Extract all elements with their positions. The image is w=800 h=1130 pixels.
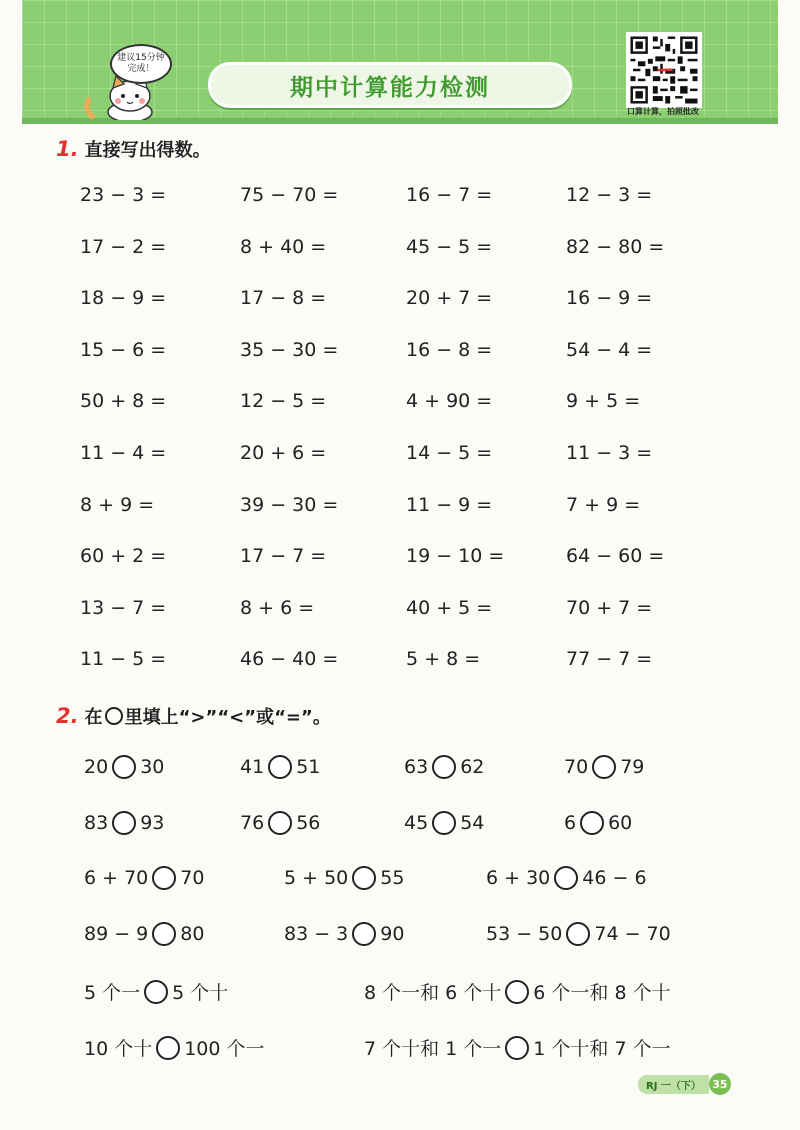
comparison-item [364,978,671,1005]
arithmetic-problem: 4 + 90 = [406,390,493,413]
arithmetic-problem: 12 − 3 = [566,184,653,206]
answer-circle[interactable] [505,980,529,1004]
comparison-right: 1 个十和 7 个一 [533,1038,671,1060]
comparison-right: 5 个十 [172,982,229,1004]
arithmetic-problem: 8 + 9 = [80,493,155,516]
comparison-item [84,811,164,835]
comparison-left: 6 + 70 [84,867,149,889]
comparison-item [564,755,644,779]
comparison-item [240,811,320,835]
comparison-left: 6 + 30 [486,867,551,889]
page-title: 期中计算能力检测 [290,74,490,101]
comparison-left: 63 [404,756,429,778]
arithmetic-problem: 35 − 30 = [240,338,339,361]
arithmetic-problem: 11 − 3 = [566,442,653,464]
comparison-right: 79 [620,756,645,778]
comparison-item [84,755,164,779]
comparison-item [84,978,228,1005]
comparison-left: 6 [564,812,577,834]
answer-circle[interactable] [580,811,604,835]
section-1-instruction: 直接写出得数。 [84,140,211,161]
arithmetic-problem: 18 − 9 = [80,287,167,310]
section-2-instruction-pre: 在 [84,707,103,728]
arithmetic-problem: 20 + 6 = [240,442,327,464]
comparison-item [84,866,204,890]
answer-circle[interactable] [432,811,456,835]
comparison-item [404,811,484,835]
arithmetic-problem: 16 − 7 = [406,184,493,206]
comparison-item [564,811,632,835]
arithmetic-problem: 8 + 6 = [240,596,315,619]
comparison-right: 93 [140,812,165,834]
comparison-right: 46 − 6 [582,867,647,889]
arithmetic-problem: 75 − 70 = [240,184,339,206]
comparison-left: 7 个十和 1 个一 [364,1038,502,1060]
answer-circle[interactable] [268,811,292,835]
answer-circle[interactable] [268,755,292,779]
arithmetic-problem: 11 − 9 = [406,493,493,516]
section-2-number: 2. [56,704,79,728]
arithmetic-problem: 19 − 10 = [406,545,505,568]
arithmetic-problem: 45 − 5 = [406,235,493,258]
answer-circle[interactable] [112,755,136,779]
arithmetic-problem: 5 + 8 = [406,648,481,671]
answer-circle[interactable] [505,1036,529,1060]
answer-circle[interactable] [144,980,168,1004]
arithmetic-problem: 39 − 30 = [240,493,339,516]
arithmetic-problem: 17 − 8 = [240,287,327,310]
comparison-item [404,755,484,779]
section-1-title [56,136,211,162]
comparison-left: 5 个一 [84,982,141,1004]
arithmetic-problem: 54 − 4 = [566,338,653,361]
arithmetic-problem: 16 − 9 = [566,287,653,310]
arithmetic-problem: 70 + 7 = [566,596,653,619]
arithmetic-problem: 40 + 5 = [406,596,493,619]
comparison-left: 70 [564,756,589,778]
arithmetic-problem: 11 − 4 = [80,442,167,464]
comparison-right: 100 个一 [184,1038,265,1060]
speech-bubble [110,44,172,84]
comparison-item [284,866,404,890]
title-banner [208,62,572,108]
comparison-right: 51 [296,756,321,778]
answer-circle[interactable] [592,755,616,779]
arithmetic-problem: 9 + 5 = [566,390,641,413]
arithmetic-problem: 8 + 40 = [240,235,327,258]
comparison-left: 89 − 9 [84,923,149,945]
arithmetic-problem: 17 − 7 = [240,545,327,568]
comparison-item [486,922,671,946]
comparison-right: 55 [380,867,405,889]
answer-circle[interactable] [352,922,376,946]
answer-circle[interactable] [156,1036,180,1060]
answer-circle[interactable] [566,922,590,946]
arithmetic-problem: 64 − 60 = [566,545,665,568]
bubble-line-2: 完成！ [127,64,155,74]
comparison-right: 70 [180,867,205,889]
comparison-item [284,922,404,946]
section-2-title [56,703,331,729]
arithmetic-problem: 17 − 2 = [80,235,167,258]
bubble-line-1: 建议15分钟 [117,53,165,63]
comparison-right: 80 [180,923,205,945]
comparison-item [486,866,647,890]
comparison-right: 6 个一和 8 个十 [533,982,671,1004]
comparison-item [84,1034,265,1061]
comparison-item [240,755,320,779]
comparison-left: 83 [84,812,109,834]
arithmetic-problem: 16 − 8 = [406,338,493,361]
arithmetic-problem: 13 − 7 = [80,596,167,619]
qr-code-icon[interactable] [626,32,702,108]
comparison-right: 74 − 70 [594,923,671,945]
answer-circle[interactable] [112,811,136,835]
qr-caption: 口算计算，拍照批改 [627,107,699,116]
arithmetic-problem: 60 + 2 = [80,545,167,568]
comparison-right: 60 [608,812,633,834]
section-1-number: 1. [56,137,79,161]
section-2-instruction-post: 里填上“>”“<”或“=”。 [124,707,331,728]
comparison-right: 90 [380,923,405,945]
comparison-item [84,922,204,946]
answer-circle[interactable] [554,866,578,890]
comparison-right: 54 [460,812,485,834]
arithmetic-problem: 11 − 5 = [80,648,167,671]
arithmetic-problem: 15 − 6 = [80,338,167,361]
comparison-right: 30 [140,756,165,778]
arithmetic-problem: 82 − 80 = [566,235,665,258]
answer-circle[interactable] [352,866,376,890]
comparison-left: 20 [84,756,109,778]
arithmetic-problem: 7 + 9 = [566,493,641,516]
answer-circle[interactable] [152,922,176,946]
footer-label: RJ 一（下） [638,1075,709,1094]
comparison-left: 76 [240,812,265,834]
arithmetic-problem: 20 + 7 = [406,287,493,310]
comparison-right: 56 [296,812,321,834]
comparison-left: 41 [240,756,265,778]
comparison-left: 5 + 50 [284,867,349,889]
circle-icon [105,707,123,725]
answer-circle[interactable] [152,866,176,890]
arithmetic-problem: 14 − 5 = [406,442,493,464]
answer-circle[interactable] [432,755,456,779]
comparison-left: 45 [404,812,429,834]
comparison-right: 62 [460,756,485,778]
comparison-left: 83 − 3 [284,923,349,945]
comparison-item [364,1034,671,1061]
page-number: 35 [709,1073,731,1095]
arithmetic-problem: 77 − 7 = [566,648,653,671]
arithmetic-problem: 50 + 8 = [80,390,167,413]
comparison-left: 8 个一和 6 个十 [364,982,502,1004]
arithmetic-problem: 12 − 5 = [240,390,327,413]
arithmetic-problem: 46 − 40 = [240,648,339,671]
comparison-left: 10 个十 [84,1038,153,1060]
arithmetic-problem: 23 − 3 = [80,184,167,206]
footer [638,1073,731,1095]
comparison-left: 53 − 50 [486,923,563,945]
